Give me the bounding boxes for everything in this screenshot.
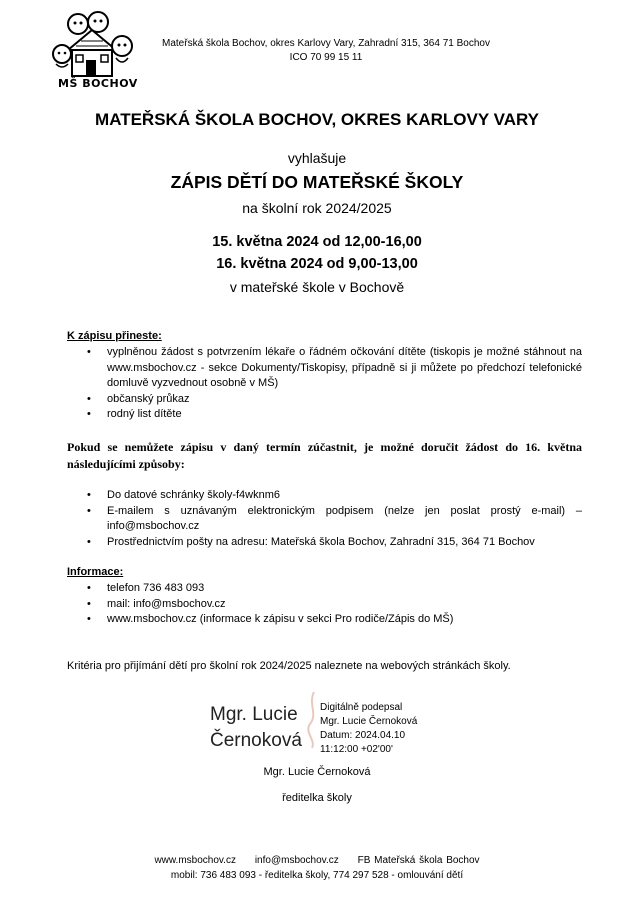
bring-list (67, 345, 582, 423)
signature-info-line: 11:12:00 +02'00' (320, 744, 393, 755)
signature-name (210, 702, 302, 754)
signer-name: Mgr. Lucie Černoková (263, 766, 371, 778)
digital-signature-info (320, 701, 417, 757)
criteria-text: Kritéria pro přijímání dětí pro školní rok 2024/2025 naleznete na webových stránkách školy. (67, 660, 511, 672)
header-address: Mateřská škola Bochov, okres Karlovy Vary, Zahradní 315, 364 71 Bochov (162, 38, 490, 49)
list-item: • www.msbochov.cz (informace k zápisu v sekci Pro rodiče/Zápis do MŠ) (67, 612, 582, 628)
list-item: • E-mailem s uznávaným elektronickým podpisem (nelze jen poslat prostý e-mail) – info@msbochov.cz (67, 504, 582, 535)
signature-info-line: Digitálně podepsal (320, 702, 403, 713)
list-item: • rodný list dítěte (67, 407, 582, 423)
date-line-2: 16. května 2024 od 9,00-13,00 (216, 256, 418, 272)
list-item: • občanský průkaz (67, 392, 582, 408)
signer-role: ředitelka školy (282, 792, 352, 804)
date-line-1: 15. května 2024 od 12,00-16,00 (212, 234, 422, 250)
signature-name-line-1: Mgr. Lucie (210, 704, 298, 725)
list-item: • telefon 736 483 093 (67, 581, 582, 597)
signature-name-line-2: Černoková (210, 730, 302, 751)
school-title: MATEŘSKÁ ŠKOLA BOCHOV, OKRES KARLOVY VARY (95, 110, 539, 129)
list-item: • vyplněnou žádost s potvrzením lékaře o řádném očkování dítěte (tiskopis je možné stáhnout na www.msbochov.cz - sekce Dokumenty/Tiskopisy, případně si ji můžete po předchozí telefonické domluvě vyzvednout osobně v MŠ) (67, 345, 582, 392)
bring-heading: K zápisu přineste: (67, 330, 162, 342)
list-item: • Prostřednictvím pošty na adresu: Mateřská škola Bochov, Zahradní 315, 364 71 Bochov (67, 535, 582, 551)
list-item: • mail: info@msbochov.cz (67, 597, 582, 613)
info-heading: Informace: (67, 566, 124, 578)
announces-text: vyhlašuje (287, 150, 347, 166)
alternative-text: Pokud se nemůžete zápisu v daný termín zúčastnit, je možné doručit žádost do 16. května následujícími způsoby: (67, 440, 582, 471)
alternative-list (67, 488, 582, 550)
headline: ZÁPIS DĚTÍ DO MATEŘSKÉ ŠKOLY (170, 172, 464, 192)
footer-phones: mobil: 736 483 093 - ředitelka školy, 774 297 528 - omlouvání dětí (170, 870, 464, 881)
header-address-block (140, 37, 512, 65)
signature-info-line: Datum: 2024.04.10 (320, 730, 406, 741)
header-ico: ICO 70 99 15 11 (289, 52, 363, 63)
school-year: na školní rok 2024/2025 (242, 200, 392, 216)
place-line: v mateřské škole v Bochově (229, 279, 405, 295)
list-item: • Do datové schránky školy-f4wknm6 (67, 488, 582, 504)
signature-info-line: Mgr. Lucie Černoková (320, 716, 418, 727)
logo-text: MŠ BOCHOV (58, 77, 138, 90)
info-list (67, 581, 582, 628)
footer-contacts: www.msbochov.cz info@msbochov.cz FB Mateřská škola Bochov (154, 855, 480, 866)
